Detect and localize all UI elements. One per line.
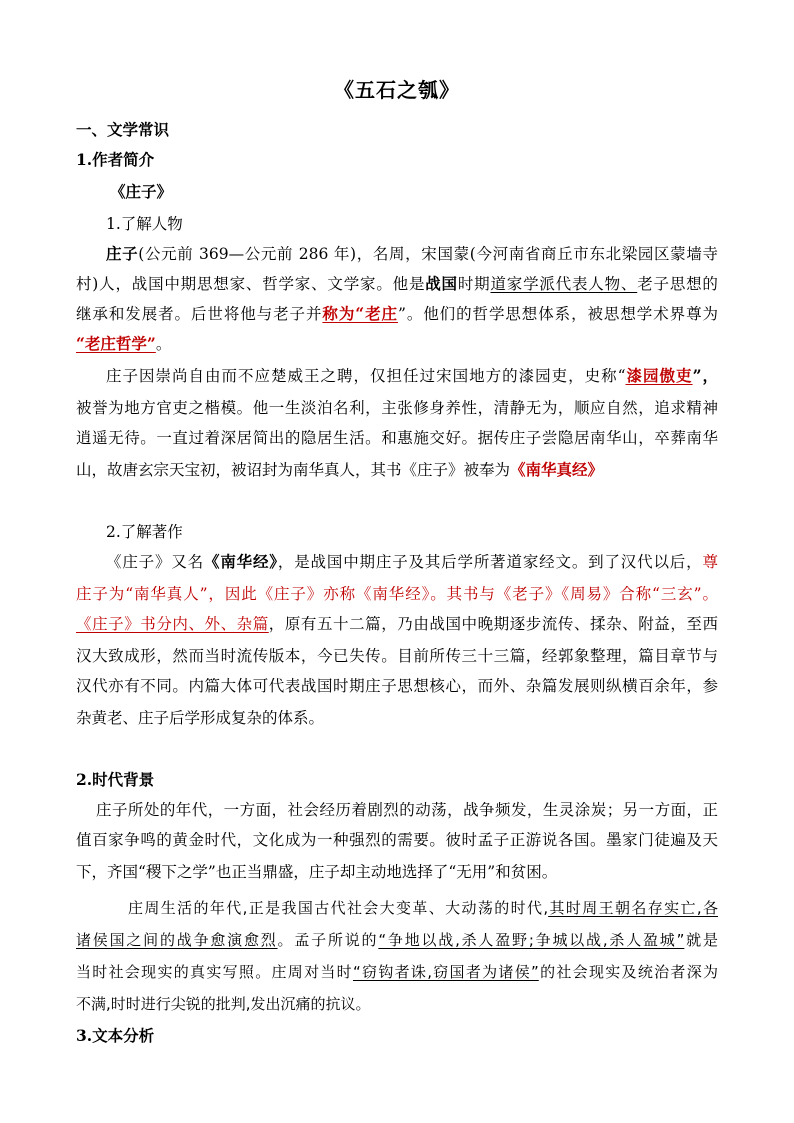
highlight-qiyuan-aoli: 漆园傲吏 (625, 366, 693, 385)
paragraph-line: 山，故唐玄宗天宝初，被诏封为南华真人，其书《庄子》被奉为《南华真经》 (76, 460, 604, 479)
paragraph-line: “老庄哲学”。 (76, 334, 172, 353)
paragraph-line: 不满,时时进行尖锐的批判,发出沉痛的抗议。 (76, 995, 371, 1013)
paragraph-line: 诸侯国之间的战争愈演愈烈。孟子所说的“争地以战,杀人盈野;争城以战,杀人盈城”就是 (76, 931, 718, 949)
paragraph-line: 杂黄老、庄子后学形成复杂的体系。 (76, 709, 325, 727)
paragraph-line: 当时社会现实的真实写照。庄周对当时“窃钩者诛,窃国者为诸侯”的社会现实及统治者深为 (76, 963, 718, 981)
paragraph-line: 下，齐国“稷下之学”也正当鼎盛，庄子却主动地选择了“无用”和贫困。 (76, 863, 558, 881)
paragraph-line: 庄子因崇尚自由而不应楚威王之聘，仅担任过宋国地方的漆园吏，史称“漆园傲吏”， (106, 366, 718, 385)
subsection-heading-author: 1.作者简介 (76, 150, 155, 169)
section-heading-literature: 一、文学常识 (76, 120, 170, 139)
page-title: 《五石之瓠》 (334, 78, 460, 102)
paragraph-line: 汉大致成形，然而当时流传版本，今已失传。目前所传三十三篇，经郭象整理，篇目章节与 (76, 647, 718, 665)
highlight-laozhuang-philosophy: “老庄哲学” (76, 334, 156, 353)
subsection-heading-background: 2.时代背景 (76, 770, 155, 789)
paragraph-line: 继承和发展者。后世将他与老子并称为“老庄”。他们的哲学思想体系，被思想学术界尊为 (76, 304, 718, 323)
paragraph-line: 庄子所处的年代，一方面，社会经历着剧烈的动荡，战争频发，生灵涂炭；另一方面，正 (96, 801, 718, 819)
highlight-nanhua-zhenjing: 《南华真经》 (510, 460, 604, 479)
quote-zhuangzhou: “窃钩者诛,窃国者为诸侯” (352, 963, 539, 981)
paragraph-line: 被誉为地方官吏之楷模。他一生淡泊名利，主张修身养性，清静无为，顺应自然，追求精神 (76, 399, 718, 417)
heading-know-person: 1.了解人物 (106, 215, 183, 233)
paragraph-line: 庄子(公元前 369—公元前 286 年)，名周，宋国蒙(今河南省商丘市东北梁园区蒙墙寺 (106, 244, 718, 263)
paragraph-line: 庄子为“南华真人”，因此《庄子》亦称《南华经》。其书与《老子》《周易》合称“三玄”。 (76, 585, 718, 603)
paragraph-line: 《庄子》又名《南华经》，是战国中期庄子及其后学所著道家经文。到了汉代以后，尊 (106, 552, 718, 571)
highlight-book-sections: 《庄子》书分内、外、杂篇 (76, 615, 269, 633)
paragraph-line: 庄周生活的年代,正是我国古代社会大变革、大动荡的时代,其时周王朝名存实亡,各 (128, 899, 718, 917)
author-name: 庄子 (106, 244, 139, 263)
paragraph-line: 村)人，战国中期思想家、哲学家、文学家。他是战国时期道家学派代表人物、老子思想的 (76, 274, 718, 293)
highlight-laozhuang: 称为“老庄 (322, 304, 398, 323)
subsection-heading-text-analysis: 3.文本分析 (76, 1026, 155, 1045)
heading-know-works: 2.了解著作 (106, 523, 183, 541)
paragraph-line: 《庄子》书分内、外、杂篇，原有五十二篇，乃由战国中晚期逐步流传、揉杂、附益，至西 (76, 615, 718, 633)
paragraph-line: 汉代亦有不同。内篇大体可代表战国时期庄子思想核心，而外、杂篇发展则纵横百余年，参 (76, 677, 718, 695)
zhuangzi-heading: 《庄子》 (110, 182, 173, 201)
quote-mencius: “争地以战,杀人盈野;争城以战,杀人盈城” (378, 931, 685, 949)
paragraph-line: 逍遥无待。一直过着深居简出的隐居生活。和惠施交好。据传庄子尝隐居南华山，卒葬南华 (76, 429, 718, 447)
paragraph-line: 值百家争鸣的黄金时代，文化成为一种强烈的需要。彼时孟子正游说各国。墨家门徒遍及天 (76, 831, 718, 849)
